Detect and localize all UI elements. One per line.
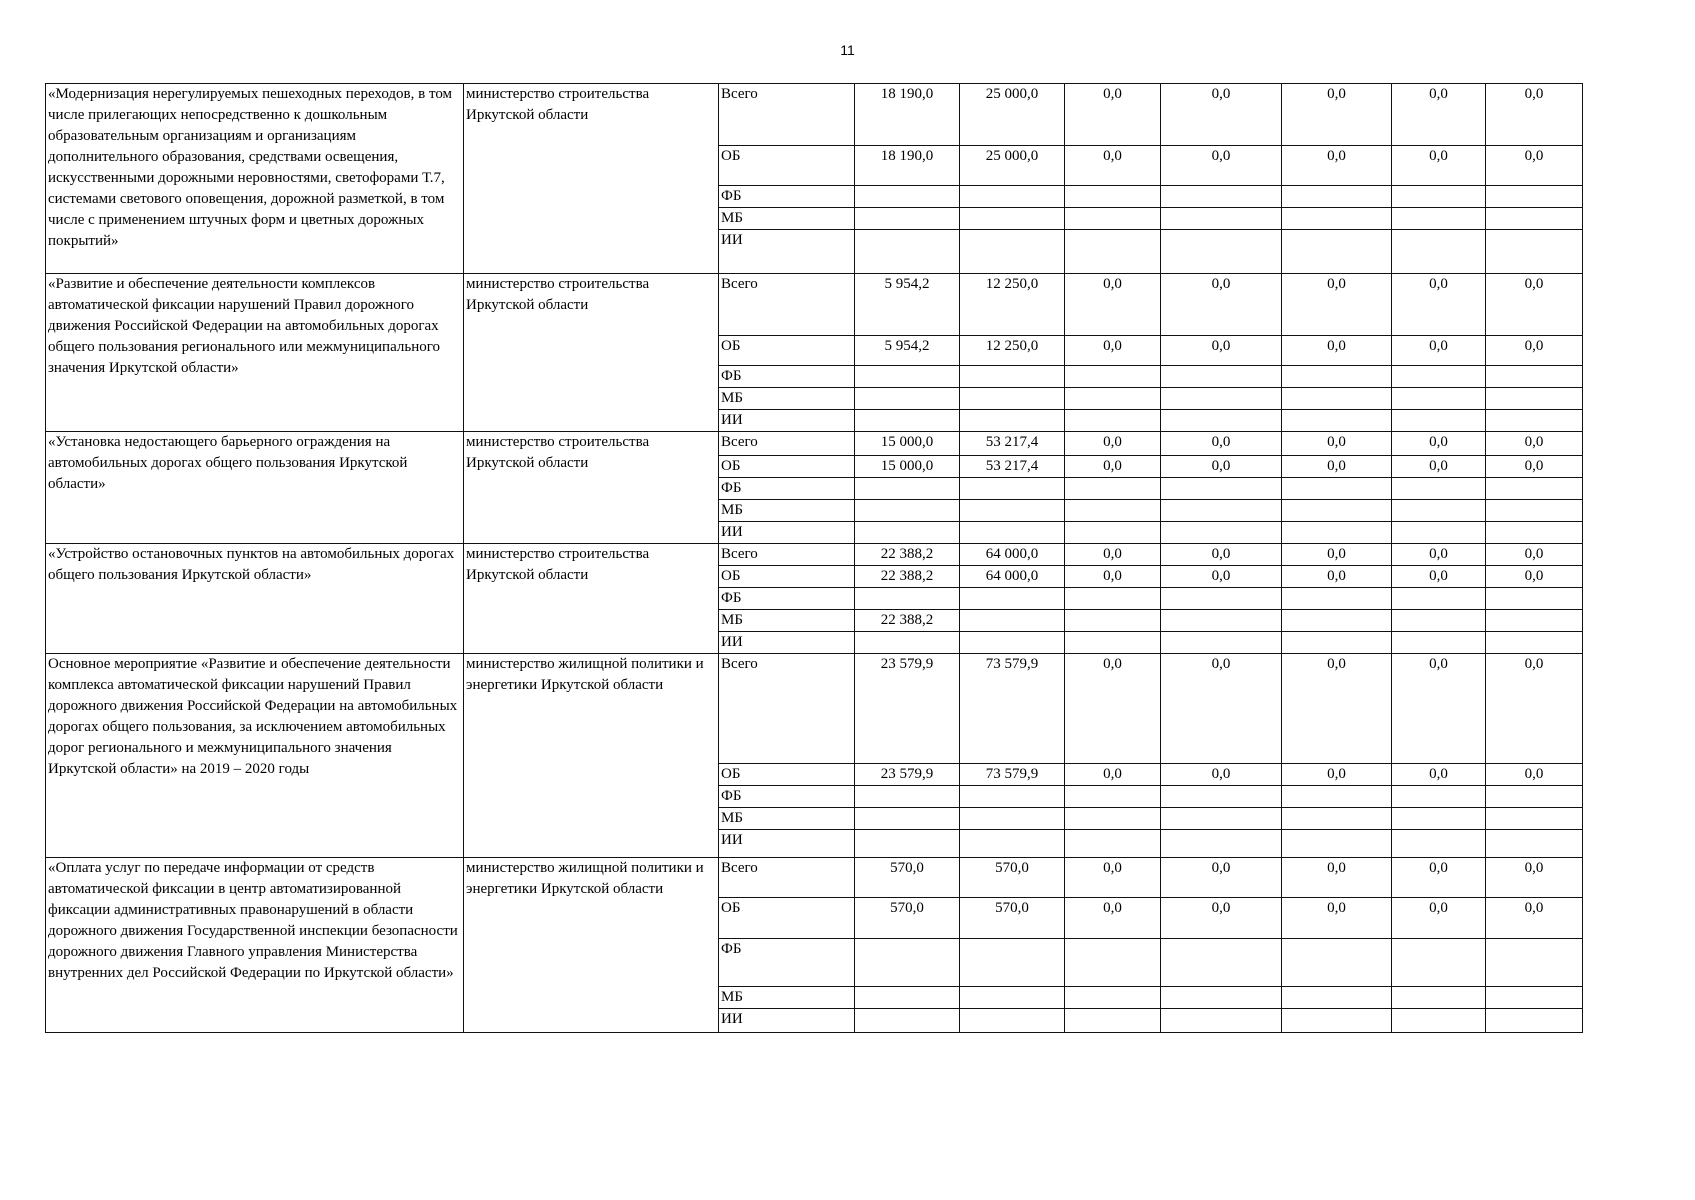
amount-cell bbox=[1161, 410, 1282, 432]
amount-cell bbox=[1392, 186, 1486, 208]
funding-source: Всего bbox=[719, 544, 855, 566]
amount-cell: 15 000,0 bbox=[855, 432, 960, 456]
amount-cell: 25 000,0 bbox=[960, 84, 1065, 146]
funding-source: ФБ bbox=[719, 186, 855, 208]
amount-cell bbox=[1282, 987, 1392, 1009]
amount-cell: 0,0 bbox=[1065, 84, 1161, 146]
amount-cell bbox=[1392, 522, 1486, 544]
amount-cell bbox=[1486, 987, 1583, 1009]
amount-cell: 0,0 bbox=[1392, 84, 1486, 146]
executor: министерство жилищной политики и энергетики Иркутской области bbox=[464, 858, 719, 1033]
amount-cell bbox=[960, 388, 1065, 410]
amount-cell bbox=[1282, 808, 1392, 830]
funding-source: ОБ bbox=[719, 146, 855, 186]
amount-cell bbox=[960, 1009, 1065, 1033]
amount-cell: 53 217,4 bbox=[960, 456, 1065, 478]
amount-cell bbox=[855, 366, 960, 388]
measure-name: «Установка недостающего барьерного ограждения на автомобильных дорогах общего пользования Иркутской области» bbox=[46, 432, 464, 544]
amount-cell bbox=[1065, 610, 1161, 632]
amount-cell bbox=[1392, 610, 1486, 632]
amount-cell bbox=[1065, 366, 1161, 388]
funding-source: МБ bbox=[719, 610, 855, 632]
amount-cell bbox=[1282, 388, 1392, 410]
funding-source: ОБ bbox=[719, 566, 855, 588]
table-row bbox=[46, 544, 1583, 566]
executor: министерство строительства Иркутской области bbox=[464, 432, 719, 544]
amount-cell: 570,0 bbox=[855, 858, 960, 898]
amount-cell bbox=[1161, 366, 1282, 388]
amount-cell bbox=[855, 830, 960, 858]
amount-cell bbox=[855, 987, 960, 1009]
amount-cell bbox=[960, 230, 1065, 274]
amount-cell bbox=[960, 808, 1065, 830]
amount-cell: 0,0 bbox=[1065, 336, 1161, 366]
amount-cell: 64 000,0 bbox=[960, 544, 1065, 566]
amount-cell: 23 579,9 bbox=[855, 764, 960, 786]
amount-cell bbox=[1161, 786, 1282, 808]
funding-source: МБ bbox=[719, 208, 855, 230]
executor: министерство жилищной политики и энергетики Иркутской области bbox=[464, 654, 719, 858]
amount-cell: 0,0 bbox=[1282, 544, 1392, 566]
amount-cell: 0,0 bbox=[1486, 336, 1583, 366]
amount-cell: 0,0 bbox=[1065, 146, 1161, 186]
amount-cell: 0,0 bbox=[1486, 146, 1583, 186]
amount-cell bbox=[960, 588, 1065, 610]
amount-cell: 0,0 bbox=[1161, 84, 1282, 146]
amount-cell: 64 000,0 bbox=[960, 566, 1065, 588]
funding-source: ИИ bbox=[719, 230, 855, 274]
amount-cell bbox=[1161, 939, 1282, 987]
amount-cell bbox=[1392, 939, 1486, 987]
funding-source: МБ bbox=[719, 500, 855, 522]
amount-cell bbox=[1392, 987, 1486, 1009]
amount-cell bbox=[1065, 388, 1161, 410]
amount-cell bbox=[1065, 1009, 1161, 1033]
program-financing-table bbox=[45, 83, 1583, 1033]
amount-cell bbox=[1161, 1009, 1282, 1033]
funding-source: Всего bbox=[719, 84, 855, 146]
amount-cell bbox=[855, 230, 960, 274]
amount-cell: 0,0 bbox=[1392, 274, 1486, 336]
amount-cell bbox=[1392, 478, 1486, 500]
amount-cell bbox=[1161, 522, 1282, 544]
amount-cell bbox=[1486, 230, 1583, 274]
amount-cell: 0,0 bbox=[1065, 274, 1161, 336]
amount-cell bbox=[1486, 186, 1583, 208]
amount-cell: 0,0 bbox=[1486, 84, 1583, 146]
amount-cell bbox=[855, 588, 960, 610]
amount-cell bbox=[1282, 939, 1392, 987]
amount-cell bbox=[1282, 522, 1392, 544]
amount-cell bbox=[1161, 388, 1282, 410]
amount-cell: 0,0 bbox=[1486, 544, 1583, 566]
amount-cell: 5 954,2 bbox=[855, 336, 960, 366]
amount-cell bbox=[1282, 208, 1392, 230]
table-row bbox=[46, 274, 1583, 336]
table-row bbox=[46, 654, 1583, 764]
amount-cell bbox=[960, 987, 1065, 1009]
amount-cell: 0,0 bbox=[1161, 764, 1282, 786]
funding-source: Всего bbox=[719, 654, 855, 764]
amount-cell: 25 000,0 bbox=[960, 146, 1065, 186]
amount-cell bbox=[1282, 830, 1392, 858]
amount-cell: 0,0 bbox=[1161, 544, 1282, 566]
amount-cell bbox=[1486, 830, 1583, 858]
amount-cell bbox=[1065, 588, 1161, 610]
amount-cell bbox=[1486, 1009, 1583, 1033]
amount-cell bbox=[1486, 610, 1583, 632]
table-row bbox=[46, 858, 1583, 898]
amount-cell: 0,0 bbox=[1392, 456, 1486, 478]
amount-cell bbox=[855, 939, 960, 987]
table-row bbox=[46, 84, 1583, 146]
amount-cell: 0,0 bbox=[1161, 336, 1282, 366]
amount-cell bbox=[960, 610, 1065, 632]
executor: министерство строительства Иркутской области bbox=[464, 544, 719, 654]
amount-cell bbox=[855, 522, 960, 544]
amount-cell: 0,0 bbox=[1282, 336, 1392, 366]
amount-cell bbox=[1282, 478, 1392, 500]
amount-cell bbox=[855, 388, 960, 410]
amount-cell bbox=[1486, 478, 1583, 500]
amount-cell: 0,0 bbox=[1392, 146, 1486, 186]
table-body bbox=[46, 84, 1583, 1033]
amount-cell bbox=[1065, 808, 1161, 830]
amount-cell: 0,0 bbox=[1392, 654, 1486, 764]
amount-cell: 15 000,0 bbox=[855, 456, 960, 478]
funding-source: ИИ bbox=[719, 830, 855, 858]
amount-cell bbox=[855, 478, 960, 500]
amount-cell bbox=[1161, 830, 1282, 858]
amount-cell bbox=[960, 939, 1065, 987]
amount-cell bbox=[1161, 610, 1282, 632]
funding-source: ФБ bbox=[719, 366, 855, 388]
amount-cell: 570,0 bbox=[960, 898, 1065, 939]
amount-cell: 0,0 bbox=[1392, 764, 1486, 786]
amount-cell: 18 190,0 bbox=[855, 84, 960, 146]
amount-cell bbox=[1486, 366, 1583, 388]
funding-source: ФБ bbox=[719, 786, 855, 808]
amount-cell: 0,0 bbox=[1392, 858, 1486, 898]
amount-cell bbox=[960, 410, 1065, 432]
amount-cell bbox=[1282, 186, 1392, 208]
funding-source: ОБ bbox=[719, 336, 855, 366]
amount-cell bbox=[855, 186, 960, 208]
amount-cell bbox=[1282, 410, 1392, 432]
amount-cell bbox=[1161, 208, 1282, 230]
amount-cell: 53 217,4 bbox=[960, 432, 1065, 456]
amount-cell: 0,0 bbox=[1161, 654, 1282, 764]
amount-cell: 73 579,9 bbox=[960, 764, 1065, 786]
amount-cell: 5 954,2 bbox=[855, 274, 960, 336]
amount-cell bbox=[1065, 208, 1161, 230]
amount-cell bbox=[960, 522, 1065, 544]
amount-cell: 0,0 bbox=[1486, 654, 1583, 764]
amount-cell: 0,0 bbox=[1392, 336, 1486, 366]
amount-cell: 0,0 bbox=[1161, 432, 1282, 456]
amount-cell bbox=[1161, 478, 1282, 500]
amount-cell bbox=[960, 632, 1065, 654]
funding-source: МБ bbox=[719, 808, 855, 830]
funding-source: Всего bbox=[719, 274, 855, 336]
amount-cell: 0,0 bbox=[1161, 898, 1282, 939]
amount-cell bbox=[1392, 786, 1486, 808]
amount-cell bbox=[1065, 186, 1161, 208]
funding-source: ОБ bbox=[719, 898, 855, 939]
amount-cell bbox=[1392, 632, 1486, 654]
amount-cell bbox=[1282, 786, 1392, 808]
amount-cell bbox=[1486, 388, 1583, 410]
amount-cell bbox=[960, 366, 1065, 388]
amount-cell: 0,0 bbox=[1161, 146, 1282, 186]
amount-cell: 0,0 bbox=[1161, 274, 1282, 336]
amount-cell: 0,0 bbox=[1065, 456, 1161, 478]
amount-cell bbox=[1065, 230, 1161, 274]
funding-source: ИИ bbox=[719, 632, 855, 654]
amount-cell bbox=[1065, 786, 1161, 808]
amount-cell: 22 388,2 bbox=[855, 566, 960, 588]
amount-cell bbox=[1486, 410, 1583, 432]
amount-cell: 0,0 bbox=[1065, 432, 1161, 456]
funding-source: ИИ bbox=[719, 410, 855, 432]
amount-cell: 0,0 bbox=[1282, 858, 1392, 898]
executor: министерство строительства Иркутской области bbox=[464, 274, 719, 432]
amount-cell bbox=[960, 786, 1065, 808]
amount-cell bbox=[1392, 366, 1486, 388]
measure-name: «Оплата услуг по передаче информации от средств автоматической фиксации в центр автоматизированной фиксации административных правонарушений в области дорожного движения Государственной инспекции безопасности дорожного движения Главного управления Министерства внутренних дел Российской Федерации по Иркутской области» bbox=[46, 858, 464, 1033]
measure-name: «Развитие и обеспечение деятельности комплексов автоматической фиксации нарушений Правил дорожного движения Российской Федерации на автомобильных дорогах общего пользования регионального или межмуниципального значения Иркутской области» bbox=[46, 274, 464, 432]
amount-cell: 0,0 bbox=[1282, 432, 1392, 456]
amount-cell bbox=[960, 208, 1065, 230]
amount-cell bbox=[1161, 808, 1282, 830]
funding-source: ИИ bbox=[719, 1009, 855, 1033]
amount-cell bbox=[855, 786, 960, 808]
amount-cell bbox=[1282, 588, 1392, 610]
amount-cell: 0,0 bbox=[1486, 764, 1583, 786]
amount-cell: 0,0 bbox=[1282, 566, 1392, 588]
amount-cell bbox=[1282, 366, 1392, 388]
funding-source: Всего bbox=[719, 858, 855, 898]
amount-cell: 0,0 bbox=[1065, 654, 1161, 764]
amount-cell: 0,0 bbox=[1282, 764, 1392, 786]
amount-cell bbox=[1486, 632, 1583, 654]
executor: министерство строительства Иркутской области bbox=[464, 84, 719, 274]
amount-cell bbox=[1392, 808, 1486, 830]
amount-cell bbox=[1065, 500, 1161, 522]
amount-cell bbox=[1486, 939, 1583, 987]
amount-cell bbox=[1065, 987, 1161, 1009]
amount-cell bbox=[855, 208, 960, 230]
amount-cell bbox=[1282, 500, 1392, 522]
amount-cell bbox=[1161, 987, 1282, 1009]
amount-cell bbox=[1486, 500, 1583, 522]
amount-cell: 22 388,2 bbox=[855, 544, 960, 566]
amount-cell: 0,0 bbox=[1282, 274, 1392, 336]
amount-cell bbox=[1392, 830, 1486, 858]
funding-source: ОБ bbox=[719, 764, 855, 786]
measure-name: «Модернизация нерегулируемых пешеходных переходов, в том числе прилегающих непосредственно к дошкольным образовательным организациям и организациям дополнительного образования, средствами освещения, искусственными дорожными неровностями, светофорами Т.7, системами светового оповещения, дорожной разметкой, в том числе с применением штучных форм и цветных дорожных покрытий» bbox=[46, 84, 464, 274]
amount-cell bbox=[1065, 632, 1161, 654]
amount-cell: 0,0 bbox=[1161, 858, 1282, 898]
amount-cell: 0,0 bbox=[1065, 764, 1161, 786]
amount-cell: 0,0 bbox=[1392, 544, 1486, 566]
amount-cell bbox=[1065, 522, 1161, 544]
amount-cell: 0,0 bbox=[1161, 456, 1282, 478]
funding-source: Всего bbox=[719, 432, 855, 456]
amount-cell bbox=[1392, 500, 1486, 522]
amount-cell: 0,0 bbox=[1065, 858, 1161, 898]
amount-cell: 0,0 bbox=[1486, 432, 1583, 456]
amount-cell: 570,0 bbox=[960, 858, 1065, 898]
measure-name: Основное мероприятие «Развитие и обеспечение деятельности комплекса автоматической фиксации нарушений Правил дорожного движения Российской Федерации на автомобильных дорогах общего пользования, за исключением автомобильных дорог регионального и межмуниципального значения Иркутской области» на 2019 – 2020 годы bbox=[46, 654, 464, 858]
amount-cell bbox=[1282, 632, 1392, 654]
amount-cell: 570,0 bbox=[855, 898, 960, 939]
amount-cell bbox=[1392, 230, 1486, 274]
amount-cell bbox=[855, 1009, 960, 1033]
amount-cell bbox=[855, 500, 960, 522]
amount-cell bbox=[1161, 186, 1282, 208]
amount-cell bbox=[855, 632, 960, 654]
measure-name: «Устройство остановочных пунктов на автомобильных дорогах общего пользования Иркутской области» bbox=[46, 544, 464, 654]
amount-cell bbox=[1392, 410, 1486, 432]
amount-cell bbox=[1065, 939, 1161, 987]
amount-cell: 0,0 bbox=[1161, 566, 1282, 588]
amount-cell: 0,0 bbox=[1486, 898, 1583, 939]
amount-cell: 0,0 bbox=[1065, 898, 1161, 939]
funding-source: ФБ bbox=[719, 478, 855, 500]
amount-cell: 18 190,0 bbox=[855, 146, 960, 186]
funding-source: ФБ bbox=[719, 939, 855, 987]
amount-cell: 73 579,9 bbox=[960, 654, 1065, 764]
table-row bbox=[46, 432, 1583, 456]
amount-cell bbox=[855, 410, 960, 432]
amount-cell: 0,0 bbox=[1486, 566, 1583, 588]
amount-cell bbox=[1392, 388, 1486, 410]
amount-cell: 0,0 bbox=[1486, 274, 1583, 336]
amount-cell bbox=[1161, 500, 1282, 522]
amount-cell bbox=[960, 186, 1065, 208]
amount-cell: 0,0 bbox=[1065, 544, 1161, 566]
amount-cell bbox=[1065, 830, 1161, 858]
amount-cell: 0,0 bbox=[1392, 898, 1486, 939]
amount-cell: 12 250,0 bbox=[960, 336, 1065, 366]
amount-cell bbox=[1392, 588, 1486, 610]
amount-cell: 0,0 bbox=[1486, 858, 1583, 898]
amount-cell bbox=[1486, 786, 1583, 808]
amount-cell: 12 250,0 bbox=[960, 274, 1065, 336]
amount-cell: 22 388,2 bbox=[855, 610, 960, 632]
amount-cell bbox=[1486, 522, 1583, 544]
amount-cell bbox=[1282, 610, 1392, 632]
funding-source: ИИ bbox=[719, 522, 855, 544]
amount-cell: 0,0 bbox=[1392, 566, 1486, 588]
amount-cell: 0,0 bbox=[1282, 146, 1392, 186]
funding-source: МБ bbox=[719, 987, 855, 1009]
amount-cell: 0,0 bbox=[1282, 654, 1392, 764]
amount-cell bbox=[1392, 208, 1486, 230]
amount-cell bbox=[960, 500, 1065, 522]
amount-cell: 0,0 bbox=[1282, 898, 1392, 939]
amount-cell bbox=[1486, 588, 1583, 610]
amount-cell bbox=[1065, 478, 1161, 500]
amount-cell bbox=[1486, 208, 1583, 230]
amount-cell bbox=[1486, 808, 1583, 830]
page-number: 11 bbox=[840, 42, 855, 58]
amount-cell bbox=[960, 478, 1065, 500]
amount-cell bbox=[1161, 588, 1282, 610]
funding-source: ОБ bbox=[719, 456, 855, 478]
amount-cell bbox=[1065, 410, 1161, 432]
amount-cell bbox=[1161, 230, 1282, 274]
amount-cell bbox=[960, 830, 1065, 858]
funding-source: ФБ bbox=[719, 588, 855, 610]
amount-cell: 0,0 bbox=[1282, 456, 1392, 478]
amount-cell: 0,0 bbox=[1065, 566, 1161, 588]
amount-cell: 0,0 bbox=[1392, 432, 1486, 456]
amount-cell: 23 579,9 bbox=[855, 654, 960, 764]
funding-source: МБ bbox=[719, 388, 855, 410]
amount-cell bbox=[1392, 1009, 1486, 1033]
amount-cell: 0,0 bbox=[1282, 84, 1392, 146]
amount-cell bbox=[1282, 1009, 1392, 1033]
amount-cell bbox=[1282, 230, 1392, 274]
amount-cell bbox=[855, 808, 960, 830]
amount-cell bbox=[1161, 632, 1282, 654]
amount-cell: 0,0 bbox=[1486, 456, 1583, 478]
